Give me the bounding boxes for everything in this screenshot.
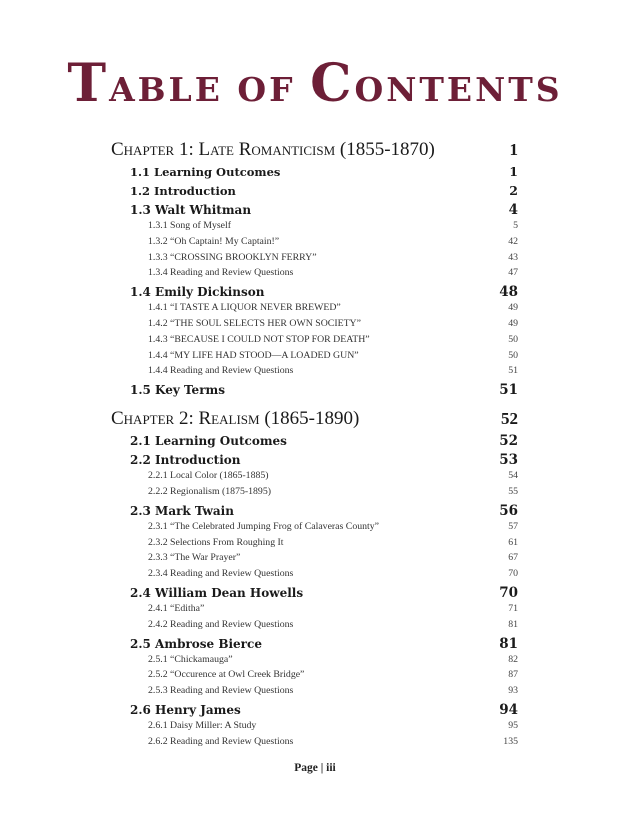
toc-sub-entry[interactable] (111, 683, 518, 699)
toc-entry-title: 2.3.3 “The War Prayer” (148, 552, 241, 564)
toc-entry-page: 95 (508, 719, 518, 731)
toc-entry-page: 51 (508, 365, 518, 377)
toc-entry-page: 70 (508, 568, 518, 580)
toc-entry-title: 1.3.2 “Oh Captain! My Captain!” (148, 235, 280, 247)
page-title (0, 53, 630, 114)
toc-entry-page: 93 (508, 685, 518, 697)
toc-entry-title: 1.4.2 “THE SOUL SELECTS HER OWN SOCIETY” (148, 317, 361, 329)
toc-entry-page: 87 (508, 669, 518, 681)
toc-entry-title: 2.2.2 Regionalism (1875-1895) (148, 485, 271, 497)
toc-entry-page: 43 (508, 251, 518, 263)
title-rest-1: ABLE OF (109, 70, 311, 109)
toc-section-entry[interactable] (111, 702, 518, 718)
toc-entry-page: 4 (508, 202, 518, 218)
toc-entry-page: 52 (501, 409, 518, 429)
toc-entry-page: 94 (499, 701, 518, 718)
toc-section-entry[interactable] (111, 452, 518, 468)
toc-entry-title: 1.3.1 Song of Myself (148, 220, 232, 231)
toc-sub-entry[interactable] (111, 566, 518, 582)
toc-sub-entry[interactable] (111, 550, 518, 566)
toc-sub-entry[interactable] (111, 484, 518, 500)
toc-entry-title: 1.4.4 “MY LIFE HAD STOOD—A LOADED GUN” (148, 349, 359, 361)
toc-sub-entry[interactable] (111, 234, 518, 250)
toc-entry-title: 1.3.4 Reading and Review Questions (148, 267, 294, 279)
toc-entry-title: 2.2 Introduction (130, 453, 241, 468)
toc-entry-title: 1.5 Key Terms (130, 383, 225, 398)
toc-sub-entry[interactable] (111, 468, 518, 484)
toc-entry-page: 49 (508, 302, 518, 314)
title-rest-2: ONTENTS (354, 70, 563, 109)
toc-sub-entry[interactable] (111, 535, 518, 551)
toc-section-entry[interactable] (111, 585, 518, 601)
toc-entry-title: 1.4 Emily Dickinson (130, 285, 265, 300)
toc-entry-page: 1 (509, 164, 518, 179)
toc-entry-title: 1.1 Learning Outcomes (130, 165, 281, 179)
toc-entry-page: 47 (508, 267, 518, 279)
toc-entry-title: 2.5.3 Reading and Review Questions (148, 685, 294, 697)
toc-entry-page: 51 (499, 382, 518, 399)
toc-entry-page: 81 (508, 618, 518, 630)
toc-section-entry[interactable] (111, 284, 518, 300)
toc-entry-title: 1.4.4 Reading and Review Questions (148, 365, 294, 377)
toc-section-entry[interactable] (111, 636, 518, 652)
toc-section-entry[interactable] (111, 382, 518, 398)
toc-sub-entry[interactable] (111, 250, 518, 266)
table-of-contents (111, 138, 518, 750)
toc-sub-entry[interactable] (111, 332, 518, 348)
toc-entry-page: 1 (509, 140, 518, 159)
toc-entry-page: 52 (499, 433, 518, 450)
toc-sub-entry[interactable] (111, 734, 518, 750)
toc-entry-page: 55 (508, 485, 518, 497)
toc-entry-title: 2.6.1 Daisy Miller: A Study (148, 719, 257, 731)
toc-entry-page: 54 (508, 470, 518, 482)
toc-entry-title: 1.3.3 “CROSSING BROOKLYN FERRY” (148, 251, 317, 263)
toc-sub-entry[interactable] (111, 652, 518, 668)
toc-entry-title: 2.3.1 “The Celebrated Jumping Frog of Calaveras County” (148, 520, 379, 532)
toc-sub-entry[interactable] (111, 601, 518, 617)
toc-entry-title: 2.6 Henry James (130, 702, 241, 717)
toc-entry-page: 135 (503, 735, 518, 747)
toc-sub-entry[interactable] (111, 519, 518, 535)
toc-entry-page: 56 (499, 502, 518, 519)
toc-entry-title: 2.3.2 Selections From Roughing It (148, 536, 284, 548)
toc-section-entry[interactable] (111, 164, 518, 180)
toc-entry-page: 82 (508, 653, 518, 665)
toc-chapter-entry[interactable] (111, 138, 518, 161)
toc-entry-title: 2.1 Learning Outcomes (130, 434, 287, 449)
toc-entry-page: 49 (508, 317, 518, 329)
toc-entry-title: 1.4.1 “I TASTE A LIQUOR NEVER BREWED” (148, 302, 341, 314)
toc-entry-title: 2.3 Mark Twain (130, 503, 234, 518)
toc-entry-title: Chapter 2: Realism (1865-1890) (111, 408, 360, 430)
toc-section-entry[interactable] (111, 183, 518, 199)
toc-entry-title: 2.3.4 Reading and Review Questions (148, 568, 294, 580)
toc-entry-title: 2.4 William Dean Howells (130, 585, 304, 600)
toc-section-entry[interactable] (111, 433, 518, 449)
toc-entry-page: 50 (508, 349, 518, 361)
page-footer: Page | iii (294, 762, 336, 774)
toc-sub-entry[interactable] (111, 300, 518, 316)
toc-entry-title: 1.3 Walt Whitman (130, 203, 252, 217)
toc-sub-entry[interactable] (111, 617, 518, 633)
toc-entry-title: 2.5 Ambrose Bierce (130, 636, 262, 651)
toc-entry-page: 48 (499, 284, 518, 301)
toc-sub-entry[interactable] (111, 218, 518, 234)
title-cap-t: T (67, 53, 110, 114)
toc-entry-page: 81 (499, 635, 518, 652)
toc-entry-page: 57 (508, 520, 518, 532)
toc-sub-entry[interactable] (111, 718, 518, 734)
toc-sub-entry[interactable] (111, 363, 518, 379)
toc-section-entry[interactable] (111, 202, 518, 218)
toc-section-entry[interactable] (111, 503, 518, 519)
toc-entry-page: 2 (509, 183, 518, 198)
toc-entry-page: 53 (499, 452, 518, 469)
toc-chapter-entry[interactable] (111, 407, 518, 430)
toc-entry-page: 5 (513, 220, 518, 231)
toc-entry-page: 67 (508, 552, 518, 564)
toc-entry-title: 1.2 Introduction (130, 184, 236, 198)
title-cap-c: C (310, 53, 355, 114)
toc-entry-title: Chapter 1: Late Romanticism (1855-1870) (111, 139, 435, 160)
toc-sub-entry[interactable] (111, 667, 518, 683)
toc-entry-page: 50 (508, 333, 518, 345)
toc-entry-page: 70 (499, 584, 518, 601)
toc-sub-entry[interactable] (111, 316, 518, 332)
toc-entry-title: 2.6.2 Reading and Review Questions (148, 735, 294, 747)
toc-entry-title: 2.4.1 “Editha” (148, 602, 205, 614)
toc-entry-page: 61 (508, 536, 518, 548)
toc-sub-entry[interactable] (111, 348, 518, 364)
toc-entry-title: 2.2.1 Local Color (1865-1885) (148, 470, 269, 482)
toc-entry-title: 2.5.2 “Occurence at Owl Creek Bridge” (148, 669, 305, 681)
toc-entry-title: 2.5.1 “Chickamauga” (148, 653, 233, 665)
toc-sub-entry[interactable] (111, 265, 518, 281)
toc-entry-title: 1.4.3 “BECAUSE I COULD NOT STOP FOR DEATH” (148, 333, 370, 345)
toc-entry-page: 42 (508, 235, 518, 247)
toc-entry-page: 71 (508, 602, 518, 614)
toc-entry-title: 2.4.2 Reading and Review Questions (148, 618, 294, 630)
